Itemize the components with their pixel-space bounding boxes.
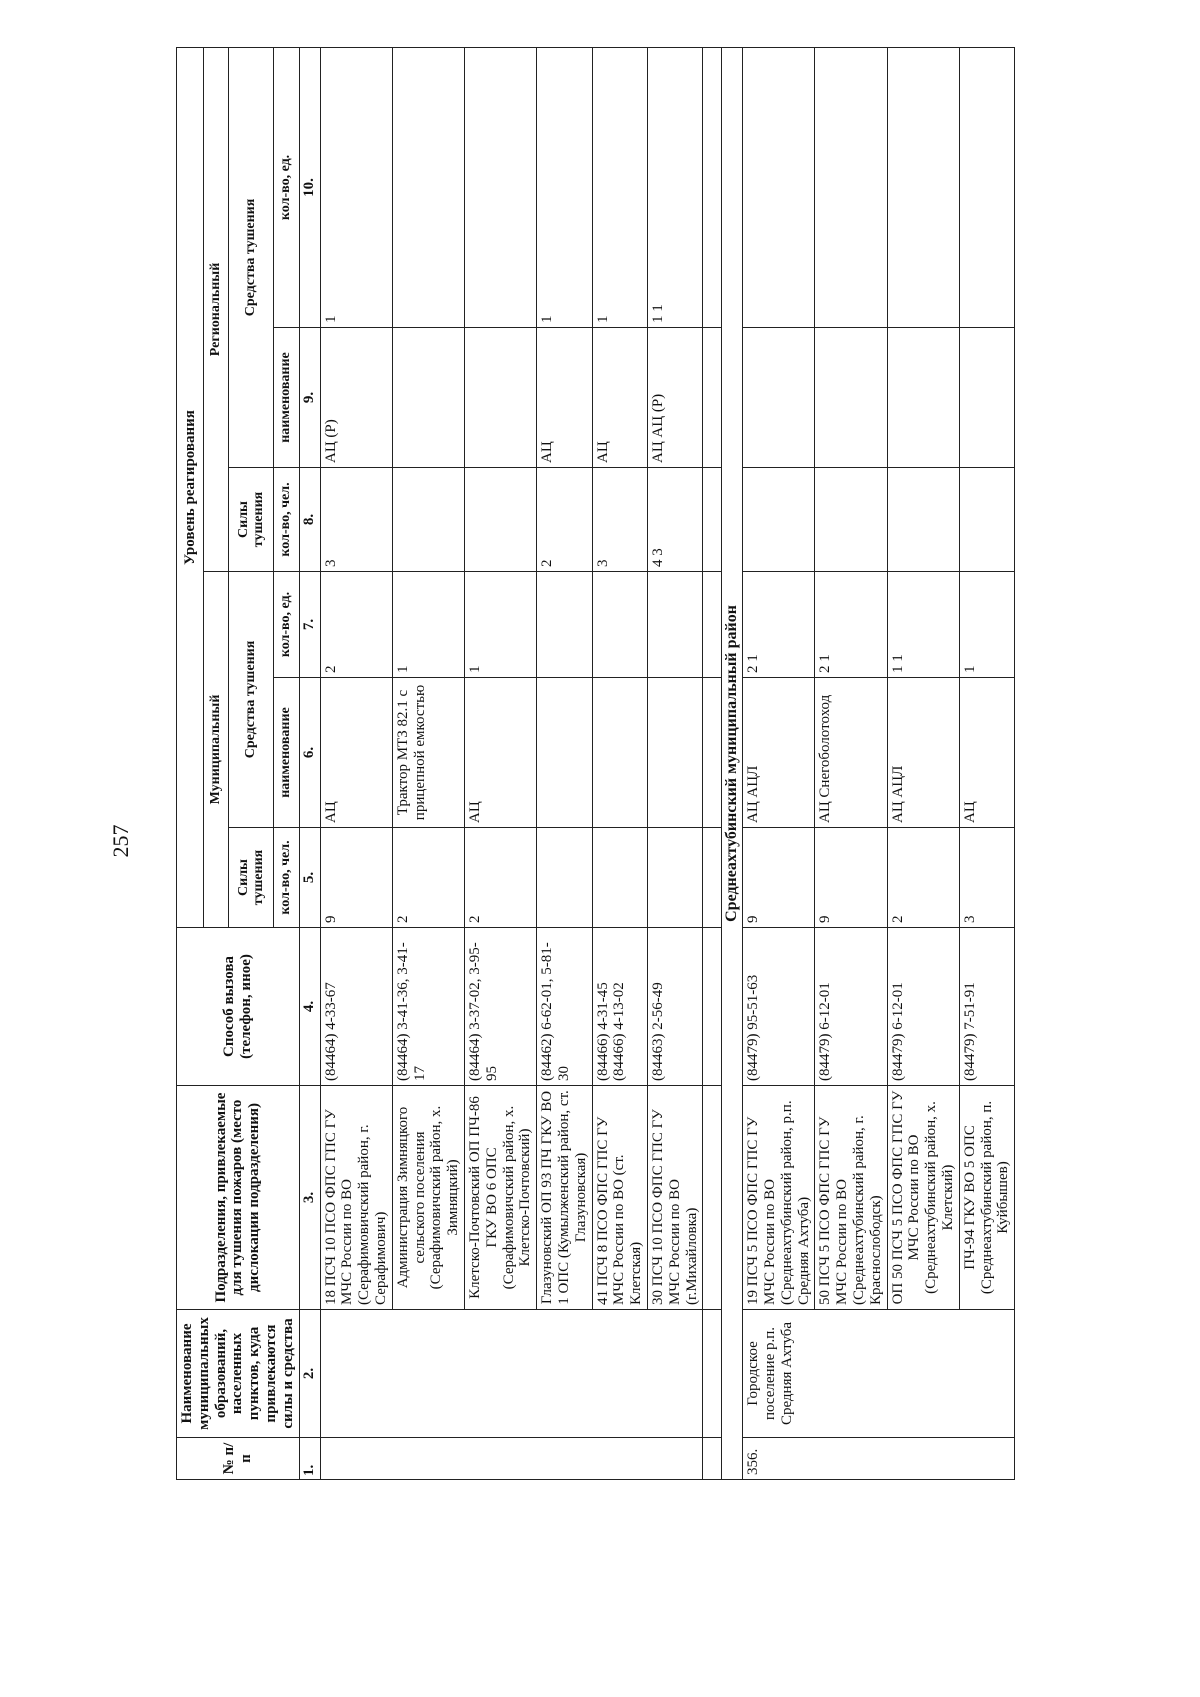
header-r-qty-units: кол-во, ед. [274, 47, 300, 327]
cell-r-forces [464, 468, 536, 572]
cell-m-forces: 2 [464, 828, 536, 928]
cell-m-qty: 1 1 [887, 572, 959, 678]
cell-m-means: АЦ [320, 678, 392, 828]
cell-r-means [464, 328, 536, 468]
header-units: Подразделения, привлекаемые для тушения пожаров (место дислокации подразделения) [177, 1086, 300, 1310]
cell-r-means [743, 328, 815, 468]
header-settlement: Наименование муниципальных образований, населенных пунктов, куда привлекаются силы и средства [177, 1310, 300, 1438]
rotated-page [176, 0, 1200, 1480]
blank-cell [703, 468, 722, 572]
cell-r-forces: 3 [592, 468, 647, 572]
cell-m-forces: 9 [743, 828, 815, 928]
cell-number: 356. [743, 1438, 1015, 1480]
blank-cell [703, 928, 722, 1086]
blank-cell [703, 828, 722, 928]
cell-m-means: АЦ [464, 678, 536, 828]
header-m-qty-units: кол-во, ед. [274, 572, 300, 678]
cell-unit: 19 ПСЧ 5 ПСО ФПС ГПС ГУ МЧС России по ВО (Среднеахтубинский район, р.п. Средняя Ахтуба) [743, 1086, 815, 1310]
cell-unit: 41 ПСЧ 8 ПСО ФПС ГПС ГУ МЧС России по ВО (ст. Клетская) [592, 1086, 647, 1310]
table-row [959, 47, 1014, 1479]
blank-cell [703, 678, 722, 828]
cell-phone: (84479) 7-51-91 [959, 928, 1014, 1086]
cell-r-means [959, 328, 1014, 468]
cell-m-means: АЦ АЦЛ [887, 678, 959, 828]
col-num: 2. [299, 1310, 320, 1438]
cell-r-forces [743, 468, 815, 572]
cell-m-forces: 9 [320, 828, 392, 928]
response-table [176, 47, 1015, 1480]
cell-m-qty: 1 [959, 572, 1014, 678]
cell-m-qty: 1 [392, 572, 464, 678]
cell-m-forces [537, 828, 592, 928]
table-row [815, 47, 887, 1479]
cell-unit: Администрация Зимняцкого сельского поселения (Серафимовичский район, х. Зимняцкий) [392, 1086, 464, 1310]
cell-settlement [320, 1310, 703, 1438]
page-number: 257 [108, 824, 133, 858]
cell-unit: ОП 50 ПСЧ 5 ПСО ФПС ГПС ГУ МЧС России по ВО (Среднеахтубинский район, х. Клетский) [887, 1086, 959, 1310]
cell-m-forces [647, 828, 702, 928]
header-r-qty-people: кол-во, чел. [274, 468, 300, 572]
blank-cell [703, 47, 722, 327]
cell-r-means [392, 328, 464, 468]
table-row [537, 47, 592, 1479]
cell-r-means: АЦ АЦ (Р) [647, 328, 702, 468]
cell-m-means [647, 678, 702, 828]
table-row [392, 47, 464, 1479]
cell-r-qty [815, 47, 887, 327]
col-num: 4. [299, 928, 320, 1086]
header-number: № п/п [177, 1438, 300, 1480]
col-num: 9. [299, 328, 320, 468]
cell-m-means: Трактор МТЗ 82.1 с прицепной емкостью [392, 678, 464, 828]
cell-r-forces: 2 [537, 468, 592, 572]
cell-r-forces [815, 468, 887, 572]
header-m-qty-people: кол-во, чел. [274, 828, 300, 928]
cell-phone: (84462) 6-62-01, 5-81-30 [537, 928, 592, 1086]
cell-r-qty [887, 47, 959, 327]
header-m-forces: Силы тушения [229, 828, 274, 928]
cell-unit: 30 ПСЧ 10 ПСО ФПС ГПС ГУ МЧС России по ВО (г.Михайловка) [647, 1086, 702, 1310]
cell-r-qty: 1 1 [647, 47, 702, 327]
cell-phone: (84466) 4-31-45 (84466) 4-13-02 [592, 928, 647, 1086]
col-num: 3. [299, 1086, 320, 1310]
cell-unit: ПЧ-94 ГКУ ВО 5 ОПС (Среднеахтубинский район, п. Куйбышев) [959, 1086, 1014, 1310]
header-call-method: Способ вызова (телефон, иное) [177, 928, 300, 1086]
cell-phone: (84464) 3-37-02, 3-95-95 [464, 928, 536, 1086]
cell-m-forces: 9 [815, 828, 887, 928]
table-row [887, 47, 959, 1479]
cell-unit: 50 ПСЧ 5 ПСО ФПС ГПС ГУ МЧС России по ВО (Среднеахтубинский район, г. Краснослободск) [815, 1086, 887, 1310]
col-num: 1. [299, 1438, 320, 1480]
header-r-means: Средства тушения [229, 47, 274, 467]
header-response-level: Уровень реагирования [177, 47, 204, 927]
region-row [722, 47, 743, 1479]
cell-m-means: АЦ АЦЛ [743, 678, 815, 828]
header-regional: Региональный [203, 47, 228, 571]
cell-r-qty: 1 [592, 47, 647, 327]
cell-m-qty [537, 572, 592, 678]
header-r-name: наименование [274, 328, 300, 468]
cell-phone: (84479) 6-12-01 [815, 928, 887, 1086]
cell-m-forces: 2 [887, 828, 959, 928]
blank-cell [703, 1310, 722, 1438]
col-num: 7. [299, 572, 320, 678]
cell-phone: (84463) 2-56-49 [647, 928, 702, 1086]
cell-r-qty [743, 47, 815, 327]
cell-settlement: Городское поселение р.п. Средняя Ахтуба [743, 1310, 1015, 1438]
cell-r-means: АЦ [537, 328, 592, 468]
cell-r-means [815, 328, 887, 468]
cell-m-qty [592, 572, 647, 678]
cell-m-means: АЦ Снегоболотоход [815, 678, 887, 828]
cell-m-qty: 1 [464, 572, 536, 678]
cell-r-qty: 1 [320, 47, 392, 327]
cell-r-means [887, 328, 959, 468]
cell-r-means: АЦ (Р) [320, 328, 392, 468]
blank-cell [703, 328, 722, 468]
col-num: 6. [299, 678, 320, 828]
table-row [592, 47, 647, 1479]
blank-cell [703, 1438, 722, 1480]
cell-m-qty: 2 1 [815, 572, 887, 678]
cell-phone: (84479) 6-12-01 [887, 928, 959, 1086]
cell-r-forces [887, 468, 959, 572]
header-m-name: наименование [274, 678, 300, 828]
cell-unit: Клетско-Почтовский ОП ПЧ-86 ГКУ ВО 6 ОПС (Серафимовичский район, х. Клетско-Почтовский) [464, 1086, 536, 1310]
cell-m-means: АЦ [959, 678, 1014, 828]
cell-m-forces: 2 [392, 828, 464, 928]
cell-r-qty: 1 [537, 47, 592, 327]
cell-r-forces: 3 [320, 468, 392, 572]
cell-m-means [537, 678, 592, 828]
cell-unit: Глазуновский ОП 93 ПЧ ГКУ ВО 1 ОПС (Кумылженский район, ст. Глазуновская) [537, 1086, 592, 1310]
col-num: 5. [299, 828, 320, 928]
table-row [743, 47, 815, 1479]
cell-r-means: АЦ [592, 328, 647, 468]
cell-r-qty [464, 47, 536, 327]
table-row [464, 47, 536, 1479]
cell-m-forces: 3 [959, 828, 1014, 928]
cell-phone: (84464) 3-41-36, 3-41-17 [392, 928, 464, 1086]
col-num: 10. [299, 47, 320, 327]
cell-m-qty: 2 [320, 572, 392, 678]
cell-m-qty [647, 572, 702, 678]
cell-r-qty [959, 47, 1014, 327]
cell-phone: (84479) 95-51-63 [743, 928, 815, 1086]
blank-cell [703, 1086, 722, 1310]
blank-row [703, 47, 722, 1479]
region-title: Среднеахтубинский муниципальный район [722, 47, 743, 1479]
cell-r-forces: 4 3 [647, 468, 702, 572]
cell-unit: 18 ПСЧ 10 ПСО ФПС ГПС ГУ МЧС России по ВО (Серафимовичский район, г. Серафимович) [320, 1086, 392, 1310]
table-row [320, 47, 392, 1479]
cell-number [320, 1438, 703, 1480]
table-row [647, 47, 702, 1479]
column-number-row [299, 47, 320, 1479]
header-municipal: Муниципальный [203, 572, 228, 928]
header-m-means: Средства тушения [229, 572, 274, 828]
cell-phone: (84464) 4-33-67 [320, 928, 392, 1086]
header-r-forces: Силы тушения [229, 468, 274, 572]
cell-r-qty [392, 47, 464, 327]
cell-m-means [592, 678, 647, 828]
cell-m-qty: 2 1 [743, 572, 815, 678]
col-num: 8. [299, 468, 320, 572]
blank-cell [703, 572, 722, 678]
cell-r-forces [392, 468, 464, 572]
cell-m-forces [592, 828, 647, 928]
cell-r-forces [959, 468, 1014, 572]
